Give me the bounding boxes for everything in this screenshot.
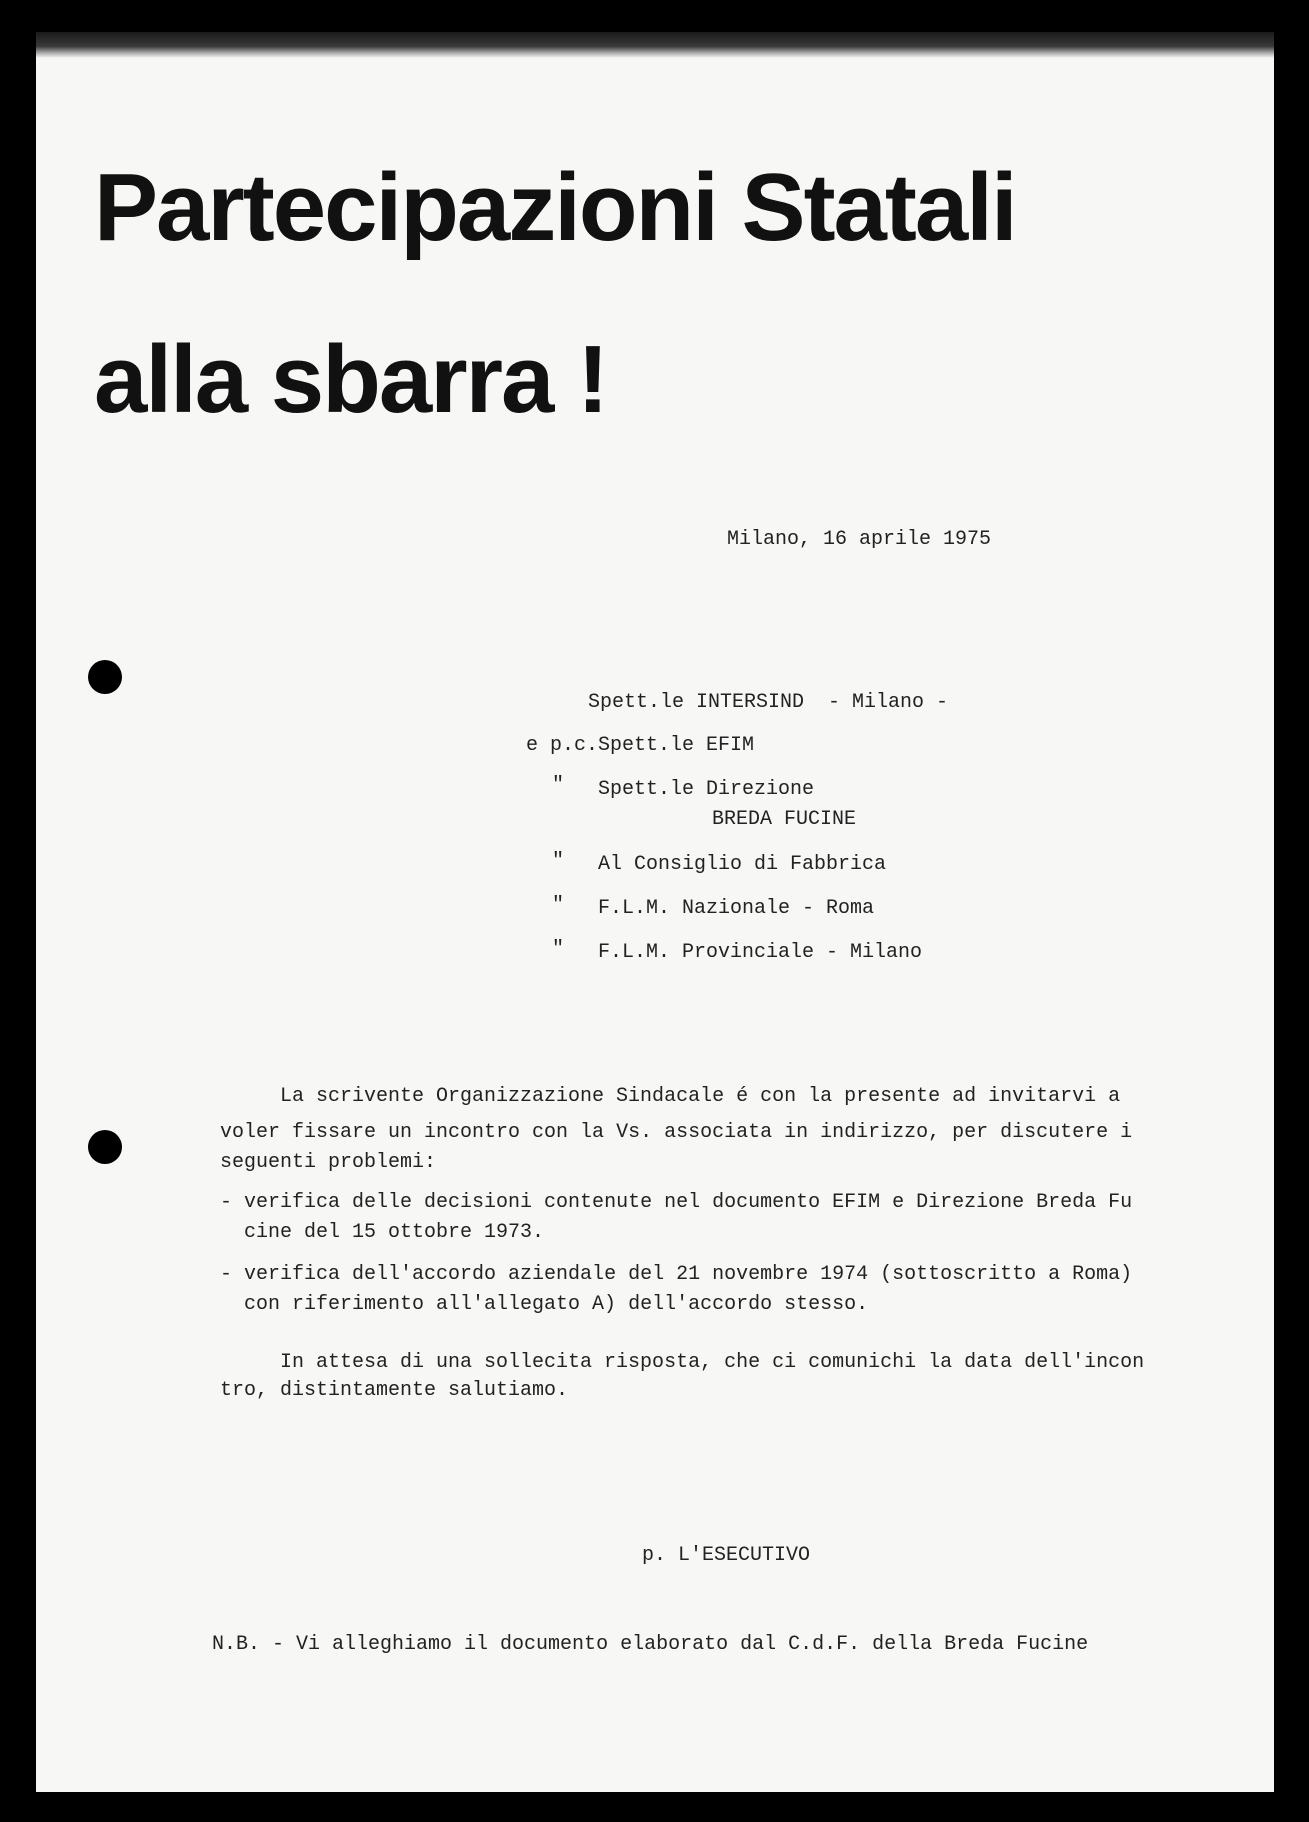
punch-hole-top: [88, 660, 122, 694]
bullet-item: - verifica delle decisioni contenute nel documento EFIM e Direzione Breda Fu: [220, 1191, 1133, 1214]
closing-line: tro, distintamente salutiamo.: [220, 1379, 569, 1402]
footnote: N.B. - Vi alleghiamo il documento elaborato dal C.d.F. della Breda Fucine: [212, 1633, 1089, 1656]
signature: p. L'ESECUTIVO: [642, 1544, 811, 1567]
addressee-4: Al Consiglio di Fabbrica: [598, 853, 887, 876]
bullet-item-continuation: con riferimento all'allegato A) dell'accordo stesso.: [244, 1293, 869, 1316]
addressee-6: F.L.M. Provinciale - Milano: [598, 941, 923, 964]
ditto-mark: ": [552, 850, 565, 873]
addressee-2: Spett.le EFIM: [598, 734, 755, 757]
ditto-mark: ": [552, 938, 565, 961]
body-line: La scrivente Organizzazione Sindacale é con la presente ad invitarvi a: [280, 1085, 1121, 1108]
scan-edge-strip: [36, 32, 1274, 58]
punch-hole-bottom: [88, 1130, 122, 1164]
place-date: Milano, 16 aprile 1975: [727, 528, 992, 551]
body-line: voler fissare un incontro con la Vs. associata in indirizzo, per discutere i: [220, 1121, 1133, 1144]
bullet-item-continuation: cine del 15 ottobre 1973.: [244, 1221, 545, 1244]
body-line: seguenti problemi:: [220, 1151, 437, 1174]
ditto-mark: ": [552, 774, 565, 797]
closing-line: In attesa di una sollecita risposta, che ci comunichi la data dell'incon: [280, 1351, 1145, 1374]
ditto-mark: ": [552, 894, 565, 917]
document-page: [36, 32, 1274, 1792]
headline-line-2: alla sbarra !: [94, 326, 607, 433]
bullet-item: - verifica dell'accordo aziendale del 21 novembre 1974 (sottoscritto a Roma): [220, 1263, 1133, 1286]
addressee-2-prefix: e p.c.: [526, 734, 599, 757]
addressee-5: F.L.M. Nazionale - Roma: [598, 897, 875, 920]
addressee-1: Spett.le INTERSIND - Milano -: [588, 691, 949, 714]
addressee-3: Spett.le Direzione: [598, 778, 815, 801]
addressee-3-line-2: BREDA FUCINE: [712, 808, 857, 831]
headline-line-1: Partecipazioni Statali: [94, 154, 1016, 261]
